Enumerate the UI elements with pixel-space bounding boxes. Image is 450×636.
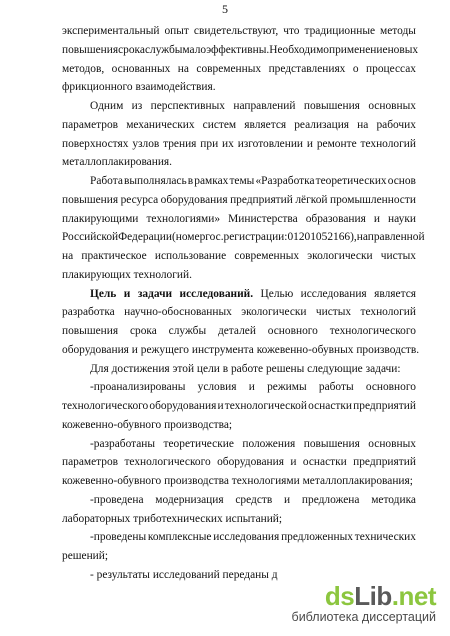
word: из bbox=[131, 100, 143, 112]
word: основных bbox=[368, 100, 416, 112]
word: разработка bbox=[62, 306, 115, 319]
word: кожевенно-обувных bbox=[256, 343, 354, 356]
word: основ bbox=[387, 175, 416, 187]
word: рамках bbox=[194, 175, 229, 187]
word: чистых bbox=[315, 306, 352, 319]
word: оборудования bbox=[62, 343, 129, 356]
word: представлениях bbox=[268, 62, 346, 75]
word: кожевенно-обувного bbox=[62, 475, 162, 487]
word: предприятий bbox=[353, 400, 416, 412]
word: ресурса bbox=[120, 193, 159, 206]
word: темы bbox=[229, 175, 255, 187]
word: д bbox=[271, 568, 278, 581]
logo-net: .net bbox=[391, 581, 436, 611]
word: Для bbox=[90, 362, 109, 375]
word: фрикционного bbox=[62, 81, 133, 94]
word: методика bbox=[371, 493, 416, 506]
word: исследований bbox=[152, 568, 220, 581]
word: современных bbox=[234, 250, 300, 262]
word: и bbox=[284, 493, 291, 506]
word: Одним bbox=[90, 100, 124, 112]
text-line bbox=[62, 228, 425, 247]
word: научно-обоснованных bbox=[124, 306, 232, 319]
word: о bbox=[352, 62, 359, 75]
word: срока bbox=[118, 43, 145, 56]
word: трения bbox=[163, 137, 197, 150]
word: повышения bbox=[303, 100, 360, 112]
dslib-logo bbox=[325, 582, 436, 610]
word: исследования bbox=[300, 287, 367, 300]
word: повышения bbox=[303, 437, 360, 450]
word: лабораторных bbox=[62, 512, 131, 525]
text-line bbox=[62, 435, 416, 454]
word: направлений bbox=[233, 100, 296, 112]
word: следующие bbox=[307, 362, 363, 375]
word: оснастки bbox=[302, 456, 347, 469]
text-line bbox=[62, 116, 416, 135]
word: -проанализированы bbox=[90, 381, 186, 394]
text-line bbox=[62, 341, 420, 360]
word: регистрации: bbox=[223, 231, 288, 244]
word: оборудования bbox=[160, 193, 228, 206]
word: лёгкой bbox=[295, 193, 328, 206]
word: повышения bbox=[62, 193, 119, 206]
word: параметров bbox=[62, 118, 119, 131]
text-line bbox=[62, 210, 416, 229]
word: срока bbox=[129, 325, 157, 337]
text-line bbox=[62, 266, 416, 285]
text-line bbox=[62, 285, 416, 304]
text-line bbox=[62, 472, 416, 491]
word: и bbox=[123, 287, 131, 300]
word: основных bbox=[368, 437, 416, 450]
word: теоретических bbox=[315, 175, 387, 187]
text-line bbox=[62, 247, 416, 266]
word: технологического bbox=[329, 325, 416, 337]
text-line bbox=[62, 322, 416, 341]
word: ремонте bbox=[316, 137, 357, 150]
text-line bbox=[62, 491, 416, 510]
word: предложенных bbox=[281, 531, 353, 544]
text-line bbox=[62, 303, 416, 322]
word: решений; bbox=[62, 550, 109, 562]
text-line bbox=[62, 528, 416, 547]
word: основного bbox=[365, 381, 416, 394]
word: экспериментальный bbox=[62, 25, 160, 37]
word: комплексные bbox=[147, 531, 212, 544]
word: повышения bbox=[62, 43, 119, 56]
word: их bbox=[222, 137, 234, 150]
word: и bbox=[373, 212, 380, 225]
word: технологической bbox=[224, 400, 307, 412]
word: оснастки bbox=[308, 400, 352, 412]
word: службы bbox=[144, 43, 183, 56]
word: работе bbox=[230, 362, 264, 375]
word: и bbox=[248, 381, 255, 394]
word: основного bbox=[267, 325, 318, 337]
word: инструмента bbox=[191, 343, 254, 356]
word: кожевенно-обувного bbox=[62, 418, 162, 431]
word: производств. bbox=[356, 343, 420, 356]
document-body bbox=[62, 22, 425, 585]
word: оборудования bbox=[217, 456, 284, 469]
text-line bbox=[62, 453, 416, 472]
word: работы bbox=[318, 381, 354, 394]
word: гос. bbox=[205, 231, 224, 244]
word: 01201052166), bbox=[287, 231, 357, 244]
word: основанных bbox=[111, 62, 171, 75]
word: чистых bbox=[380, 250, 416, 262]
word: этой bbox=[172, 362, 195, 375]
word: применение bbox=[329, 43, 388, 56]
word: Работа bbox=[90, 175, 123, 187]
word: и bbox=[131, 343, 138, 356]
word: -разработаны bbox=[90, 437, 156, 450]
word: Российской bbox=[62, 231, 119, 244]
text-line bbox=[62, 191, 416, 210]
word: Министерства bbox=[228, 212, 298, 225]
word: экологически bbox=[307, 250, 373, 262]
word: Необходимо bbox=[269, 43, 329, 56]
word: технологиями bbox=[231, 475, 300, 487]
text-line bbox=[62, 97, 416, 116]
word: систем bbox=[202, 118, 237, 131]
text-line bbox=[62, 135, 416, 154]
word: теоретические bbox=[163, 437, 234, 450]
text-line bbox=[62, 397, 416, 416]
word: науки bbox=[388, 212, 416, 225]
word: образования bbox=[305, 212, 366, 225]
text-line bbox=[62, 41, 419, 60]
word: -проведены bbox=[90, 531, 147, 544]
word: модернизация bbox=[155, 493, 224, 506]
word: повышения bbox=[62, 325, 119, 337]
word: задачи bbox=[137, 287, 173, 300]
word: узлов bbox=[132, 137, 160, 150]
word: переданы bbox=[222, 568, 269, 581]
word: предприятий bbox=[230, 193, 293, 206]
word: достижения bbox=[111, 362, 170, 375]
word: -проведена bbox=[90, 493, 144, 506]
word: «Разработка bbox=[255, 175, 315, 187]
word: на bbox=[177, 62, 189, 75]
word: и bbox=[290, 456, 297, 469]
word: в bbox=[222, 362, 229, 375]
word: и bbox=[306, 137, 313, 150]
word: параметров bbox=[62, 456, 119, 469]
word: практическое bbox=[81, 250, 147, 262]
word: реализация bbox=[294, 118, 350, 131]
word: - bbox=[90, 568, 94, 581]
word: технологий bbox=[360, 306, 416, 319]
word: результаты bbox=[96, 568, 150, 581]
word: режущего bbox=[140, 343, 189, 356]
text-line bbox=[62, 172, 416, 191]
word: триботехнических bbox=[133, 512, 223, 525]
text-line bbox=[62, 547, 416, 566]
word: (номер bbox=[171, 231, 206, 244]
word: является bbox=[374, 287, 416, 300]
word: взаимодействия. bbox=[135, 81, 216, 94]
word: рабочих bbox=[376, 118, 416, 131]
word: малоэффективны. bbox=[182, 43, 270, 56]
logo-ds: ds bbox=[324, 581, 355, 611]
word: перспективных bbox=[150, 100, 225, 112]
text-line bbox=[62, 60, 416, 79]
word: средств bbox=[235, 493, 273, 506]
text-line bbox=[62, 22, 416, 41]
word: Целью bbox=[260, 287, 294, 300]
word: условия bbox=[197, 381, 237, 394]
text-line bbox=[62, 78, 416, 97]
word: поверхностях bbox=[62, 137, 129, 150]
word: современных bbox=[196, 62, 262, 75]
watermark-caption: библиотека диссертаций bbox=[291, 610, 436, 624]
logo-lib: Lib bbox=[354, 581, 392, 611]
word: металлоплакирования. bbox=[62, 156, 173, 169]
word: плакирующих bbox=[62, 268, 131, 281]
word: испытаний; bbox=[225, 512, 283, 525]
word: традиционные bbox=[304, 25, 376, 37]
text-line bbox=[62, 510, 416, 529]
word: решены bbox=[265, 362, 305, 375]
word: изготовлении bbox=[237, 137, 304, 150]
word: задачи: bbox=[365, 362, 401, 375]
word: предложена bbox=[301, 493, 360, 506]
word: механических bbox=[126, 118, 195, 131]
word: металлоплакирования; bbox=[302, 475, 413, 487]
word: плакирующими bbox=[62, 212, 139, 225]
text-line bbox=[62, 360, 416, 379]
word: положения bbox=[242, 437, 296, 450]
word: технических bbox=[354, 531, 416, 544]
word: цели bbox=[196, 362, 220, 375]
word: новых bbox=[387, 43, 419, 56]
word: Федерации bbox=[118, 231, 172, 244]
word: опыт bbox=[164, 25, 189, 37]
page-number: 5 bbox=[222, 2, 228, 16]
word: режимы bbox=[267, 381, 307, 394]
word: Цель bbox=[90, 287, 117, 300]
word: на bbox=[62, 250, 74, 262]
word: технологиями» bbox=[146, 212, 221, 225]
word: процессах bbox=[366, 62, 416, 75]
word: использование bbox=[154, 250, 227, 262]
word: промышленности bbox=[330, 193, 416, 206]
word: методы bbox=[380, 25, 416, 37]
word: оборудования bbox=[149, 400, 217, 412]
word: технологического bbox=[124, 456, 211, 469]
word: является bbox=[244, 118, 287, 131]
text-line bbox=[62, 378, 416, 397]
word: деталей bbox=[217, 325, 256, 337]
word: технологий. bbox=[133, 268, 192, 281]
word: исследований. bbox=[179, 287, 254, 300]
word: исследования bbox=[213, 531, 280, 544]
text-line bbox=[62, 153, 416, 172]
word: службы bbox=[168, 325, 207, 337]
word: и bbox=[217, 400, 224, 412]
word: свидетельствуют, bbox=[193, 25, 279, 37]
word: технологий bbox=[360, 137, 416, 150]
word: технологического bbox=[62, 400, 149, 412]
word: предприятий bbox=[353, 456, 416, 469]
word: методов, bbox=[62, 62, 105, 75]
word: производства bbox=[164, 475, 229, 487]
word: что bbox=[283, 25, 300, 37]
word: в bbox=[187, 175, 194, 187]
dslib-watermark[interactable] bbox=[286, 582, 436, 628]
word: направленной bbox=[356, 231, 425, 244]
text-line bbox=[62, 416, 416, 435]
word: производства; bbox=[164, 418, 233, 431]
word: при bbox=[200, 137, 219, 150]
word: выполнялась bbox=[124, 175, 187, 187]
word: на bbox=[357, 118, 369, 131]
word: экологически bbox=[241, 306, 307, 319]
